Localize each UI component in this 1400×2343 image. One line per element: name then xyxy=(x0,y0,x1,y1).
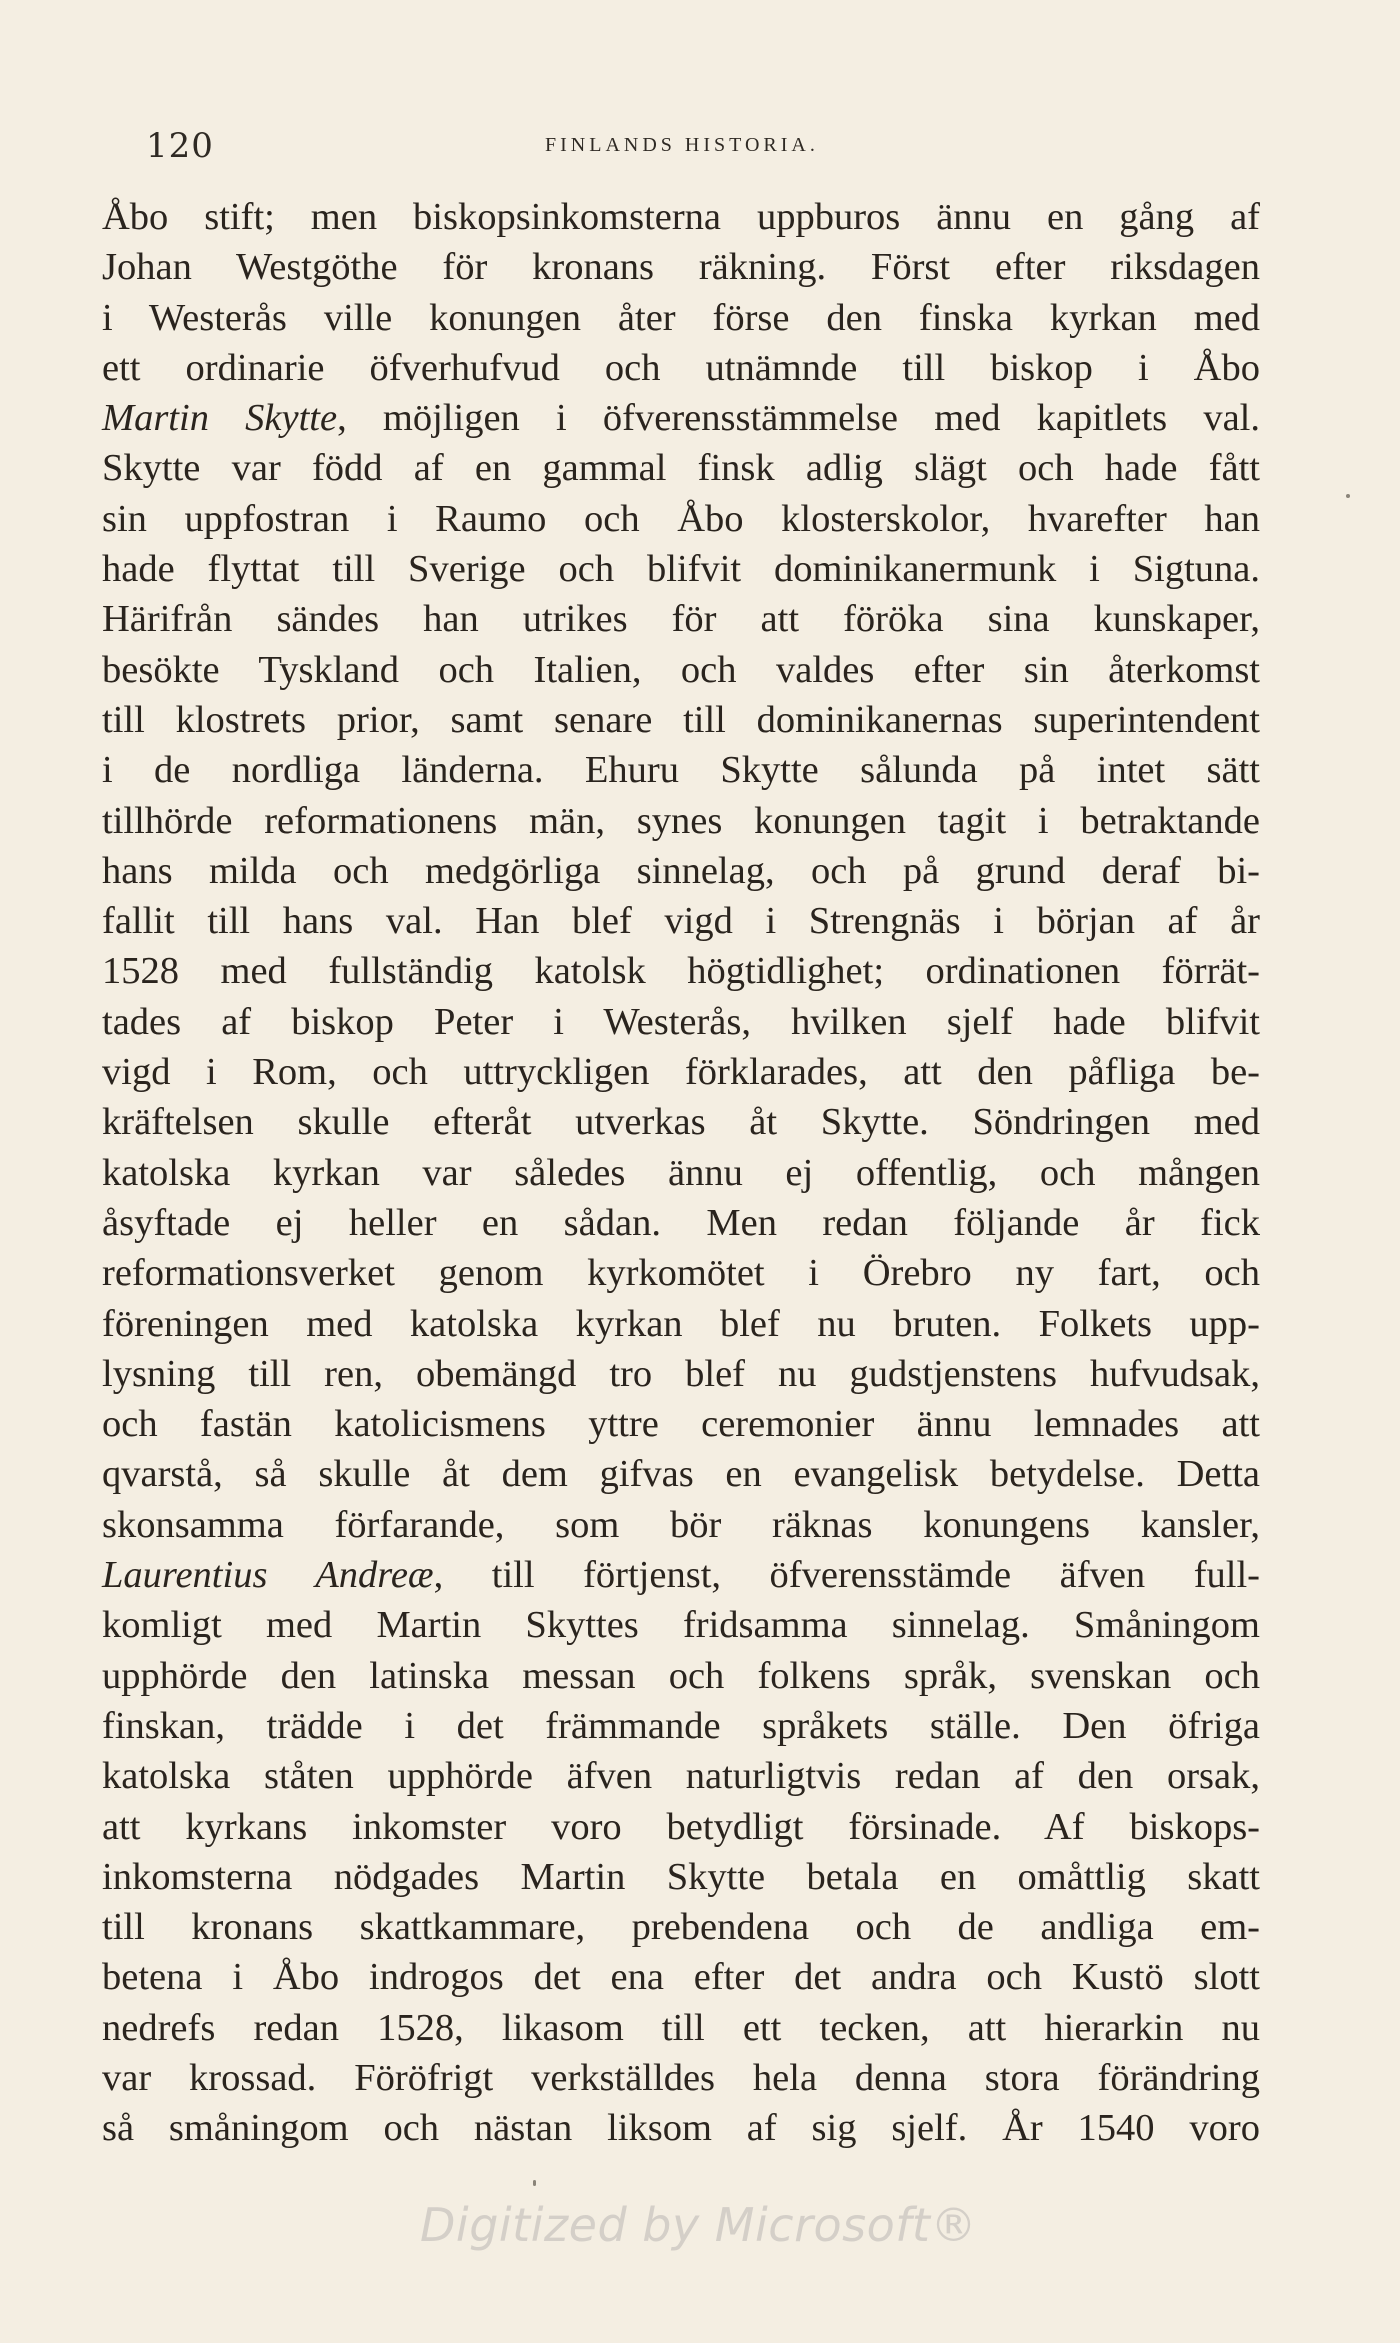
text-segment: skonsamma förfarande, som bör räknas konungens kansler, xyxy=(102,1503,1260,1546)
text-segment: ett ordinarie öfverhufvud och utnämnde till biskop i Åbo xyxy=(102,346,1260,389)
text-line xyxy=(102,1751,1260,1801)
text-segment: qvarstå, så skulle åt dem gifvas en evangelisk betydelse. Detta xyxy=(102,1453,1260,1496)
text-segment: i Westerås ville konungen åter förse den finska kyrkan med xyxy=(102,296,1260,339)
text-line xyxy=(102,1600,1260,1650)
text-line xyxy=(102,2103,1260,2153)
text-line xyxy=(102,997,1260,1047)
text-line xyxy=(102,594,1260,644)
text-line xyxy=(102,1248,1260,1298)
text-segment: vigd i Rom, och uttryckligen förklarades, att den påfliga be- xyxy=(102,1051,1260,1094)
text-segment: så småningom och nästan liksom af sig sjelf. År 1540 voro xyxy=(102,2107,1260,2150)
text-line xyxy=(102,343,1260,393)
text-line xyxy=(102,1550,1260,1600)
text-line xyxy=(102,1651,1260,1701)
text-segment: , möjligen i öfverensstämmelse med kapitlets val. xyxy=(337,397,1261,440)
text-segment: katolska kyrkan var således ännu ej offentlig, och mången xyxy=(102,1151,1260,1194)
text-line xyxy=(102,1802,1260,1852)
text-line xyxy=(102,1097,1260,1147)
running-title: FINLANDS HISTORIA. xyxy=(545,134,819,156)
text-line xyxy=(102,443,1260,493)
text-line xyxy=(102,745,1260,795)
text-line xyxy=(102,1148,1260,1198)
text-line xyxy=(102,796,1260,846)
text-line xyxy=(102,846,1260,896)
text-line xyxy=(102,695,1260,745)
text-line xyxy=(102,242,1260,292)
text-line xyxy=(102,946,1260,996)
text-segment: sin uppfostran i Raumo och Åbo klosterskolor, hvarefter han xyxy=(102,497,1260,540)
text-segment: Skytte var född af en gammal finsk adlig slägt och hade fått xyxy=(102,447,1260,490)
text-line xyxy=(102,1902,1260,1952)
text-segment: Härifrån sändes han utrikes för att föröka sina kunskaper, xyxy=(102,598,1260,641)
text-segment: var krossad. Föröfrigt verkställdes hela denna stora förändring xyxy=(102,2056,1260,2099)
text-line xyxy=(102,1449,1260,1499)
text-line xyxy=(102,896,1260,946)
page-header xyxy=(102,126,1260,166)
text-segment: föreningen med katolska kyrkan blef nu bruten. Folkets upp- xyxy=(102,1302,1260,1345)
text-line xyxy=(102,293,1260,343)
text-segment: besökte Tyskland och Italien, och valdes efter sin återkomst xyxy=(102,648,1260,691)
text-segment: till kronans skattkammare, prebendena och de andliga em- xyxy=(102,1906,1260,1949)
text-line xyxy=(102,1047,1260,1097)
text-line xyxy=(102,1952,1260,2002)
watermark: Digitized by Microsoft® xyxy=(420,2198,977,2252)
page-number: 120 xyxy=(146,126,214,166)
text-segment: lysning till ren, obemängd tro blef nu gudstjenstens hufvudsak, xyxy=(102,1352,1260,1395)
text-segment: hans milda och medgörliga sinnelag, och på grund deraf bi- xyxy=(102,849,1260,892)
text-line xyxy=(102,2053,1260,2103)
text-segment: reformationsverket genom kyrkomötet i Örebro ny fart, och xyxy=(102,1252,1260,1295)
text-line xyxy=(102,1701,1260,1751)
text-segment: tades af biskop Peter i Westerås, hvilken sjelf hade blifvit xyxy=(102,1000,1260,1043)
text-segment: , till förtjenst, öfverensstämde äfven full- xyxy=(433,1554,1260,1597)
text-line xyxy=(102,2003,1260,2053)
text-segment: till klostrets prior, samt senare till dominikanernas superintendent xyxy=(102,698,1260,741)
text-segment: komligt med Martin Skyttes fridsamma sinnelag. Småningom xyxy=(102,1604,1260,1647)
text-segment: åsyftade ej heller en sådan. Men redan följande år fick xyxy=(102,1201,1260,1244)
text-line xyxy=(102,1852,1260,1902)
text-line xyxy=(102,192,1260,242)
text-segment: att kyrkans inkomster voro betydligt försinade. Af biskops- xyxy=(102,1805,1260,1848)
text-segment: finskan, trädde i det främmande språkets ställe. Den öfriga xyxy=(102,1704,1260,1747)
text-segment: tillhörde reformationens män, synes konungen tagit i betraktande xyxy=(102,799,1260,842)
text-segment: 1528 med fullständig katolsk högtidlighet; ordinationen förrät- xyxy=(102,950,1260,993)
text-line xyxy=(102,393,1260,443)
text-line xyxy=(102,1299,1260,1349)
text-segment: i de nordliga länderna. Ehuru Skytte sålunda på intet sätt xyxy=(102,749,1260,792)
text-line xyxy=(102,1500,1260,1550)
text-segment: fallit till hans val. Han blef vigd i Strengnäs i början af år xyxy=(102,900,1260,943)
text-segment: Johan Westgöthe för kronans räkning. Först efter riksdagen xyxy=(102,246,1260,289)
text-segment: kräftelsen skulle efteråt utverkas åt Skytte. Söndringen med xyxy=(102,1101,1260,1144)
text-segment: nedrefs redan 1528, likasom till ett tecken, att hierarkin nu xyxy=(102,2006,1260,2049)
text-segment: hade flyttat till Sverige och blifvit dominikanermunk i Sigtuna. xyxy=(102,548,1260,591)
italic-name: Martin Skytte xyxy=(102,397,338,440)
text-line xyxy=(102,1399,1260,1449)
text-segment: katolska ståten upphörde äfven naturligtvis redan af den orsak, xyxy=(102,1755,1260,1798)
body-text xyxy=(102,192,1260,2154)
paper-speck xyxy=(533,2180,536,2186)
text-segment: inkomsterna nödgades Martin Skytte betala en omåttlig skatt xyxy=(102,1855,1260,1898)
paper-speck xyxy=(1346,494,1350,498)
text-line xyxy=(102,494,1260,544)
text-segment: betena i Åbo indrogos det ena efter det andra och Kustö slott xyxy=(102,1956,1260,1999)
text-line xyxy=(102,544,1260,594)
text-line xyxy=(102,1198,1260,1248)
text-line xyxy=(102,1349,1260,1399)
text-segment: upphörde den latinska messan och folkens språk, svenskan och xyxy=(102,1654,1260,1697)
text-segment: och fastän katolicismens yttre ceremonier ännu lemnades att xyxy=(102,1403,1260,1446)
text-line xyxy=(102,645,1260,695)
text-segment: Åbo stift; men biskopsinkomsterna uppburos ännu en gång af xyxy=(102,196,1260,238)
italic-name: Laurentius Andreæ xyxy=(102,1554,434,1597)
